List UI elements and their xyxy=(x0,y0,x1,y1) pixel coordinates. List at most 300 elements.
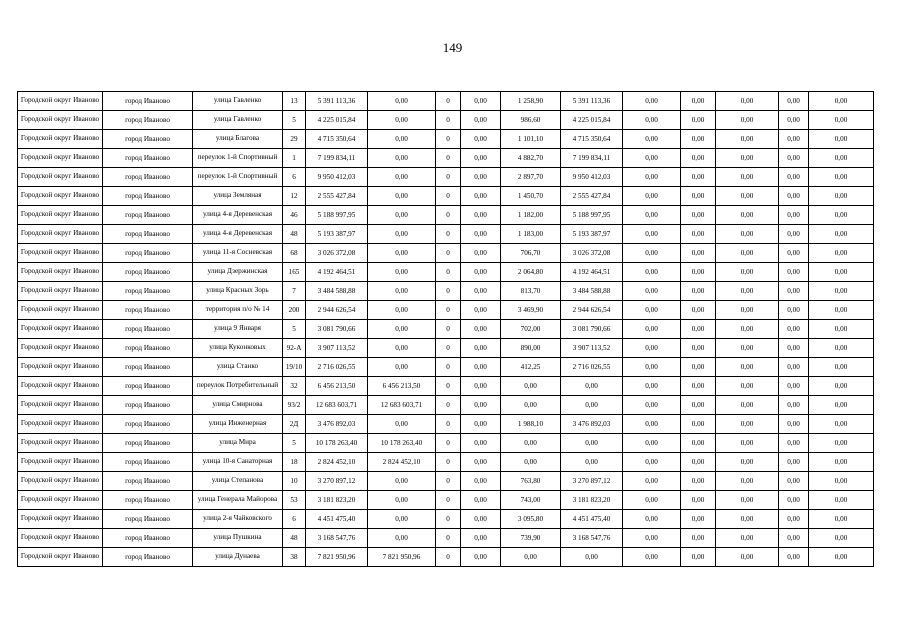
settlement-cell: город Иваново xyxy=(103,453,193,472)
cost-col-12-cell: 0,00 xyxy=(681,130,716,149)
cost-col-6-cell: 6 456 213,50 xyxy=(368,377,436,396)
total-cost-cell: 2 716 026,55 xyxy=(306,358,368,377)
total-cost-cell: 7 821 950,96 xyxy=(306,548,368,567)
cost-col-12-cell: 0,00 xyxy=(681,510,716,529)
count-col-7-cell: 0 xyxy=(436,453,461,472)
cost-col-11-cell: 0,00 xyxy=(623,339,681,358)
cost-col-15-cell: 0,00 xyxy=(809,149,874,168)
count-col-7-cell: 0 xyxy=(436,263,461,282)
cost-col-12-cell: 0,00 xyxy=(681,434,716,453)
settlement-cell: город Иваново xyxy=(103,130,193,149)
total-cost-cell: 2 824 452,10 xyxy=(306,453,368,472)
municipality-cell: Городской округ Иваново xyxy=(18,358,103,377)
cost-col-15-cell: 0,00 xyxy=(809,301,874,320)
table-row xyxy=(18,472,874,491)
street-cell: улица Красных Зорь xyxy=(193,282,283,301)
table-row xyxy=(18,434,874,453)
total-cost-cell: 5 391 113,36 xyxy=(306,92,368,111)
house-number-cell: 92-А xyxy=(283,339,306,358)
area-cell: 743,00 xyxy=(501,491,561,510)
count-col-7-cell: 0 xyxy=(436,206,461,225)
count-col-7-cell: 0 xyxy=(436,415,461,434)
cost-col-12-cell: 0,00 xyxy=(681,358,716,377)
cost-col-12-cell: 0,00 xyxy=(681,225,716,244)
cost-col-13-cell: 0,00 xyxy=(716,130,779,149)
cost-col-13-cell: 0,00 xyxy=(716,434,779,453)
table-row xyxy=(18,263,874,282)
settlement-cell: город Иваново xyxy=(103,244,193,263)
cost-col-10-cell: 3 026 372,08 xyxy=(561,244,623,263)
municipality-cell: Городской округ Иваново xyxy=(18,225,103,244)
street-cell: переулок 1-й Спортивный xyxy=(193,168,283,187)
total-cost-cell: 7 199 834,11 xyxy=(306,149,368,168)
cost-col-6-cell: 0,00 xyxy=(368,149,436,168)
cost-col-6-cell: 0,00 xyxy=(368,187,436,206)
area-cell: 0,00 xyxy=(501,396,561,415)
cost-col-6-cell: 0,00 xyxy=(368,168,436,187)
house-number-cell: 200 xyxy=(283,301,306,320)
area-cell: 1 182,00 xyxy=(501,206,561,225)
settlement-cell: город Иваново xyxy=(103,92,193,111)
table-row xyxy=(18,206,874,225)
cost-col-13-cell: 0,00 xyxy=(716,225,779,244)
cost-col-13-cell: 0,00 xyxy=(716,263,779,282)
cost-col-13-cell: 0,00 xyxy=(716,111,779,130)
count-col-7-cell: 0 xyxy=(436,187,461,206)
house-number-cell: 165 xyxy=(283,263,306,282)
count-col-7-cell: 0 xyxy=(436,434,461,453)
cost-col-12-cell: 0,00 xyxy=(681,472,716,491)
cost-col-6-cell: 0,00 xyxy=(368,339,436,358)
cost-col-14-cell: 0,00 xyxy=(779,377,809,396)
street-cell: улица 2-я Чайковского xyxy=(193,510,283,529)
cost-col-12-cell: 0,00 xyxy=(681,415,716,434)
count-col-7-cell: 0 xyxy=(436,377,461,396)
house-number-cell: 6 xyxy=(283,510,306,529)
cost-col-6-cell: 0,00 xyxy=(368,301,436,320)
cost-col-15-cell: 0,00 xyxy=(809,377,874,396)
house-number-cell: 5 xyxy=(283,111,306,130)
page-number: 149 xyxy=(442,40,463,55)
municipality-cell: Городской округ Иваново xyxy=(18,453,103,472)
cost-col-12-cell: 0,00 xyxy=(681,111,716,130)
cost-col-12-cell: 0,00 xyxy=(681,263,716,282)
cost-col-6-cell: 0,00 xyxy=(368,111,436,130)
house-number-cell: 10 xyxy=(283,472,306,491)
municipality-cell: Городской округ Иваново xyxy=(18,548,103,567)
total-cost-cell: 4 451 475,40 xyxy=(306,510,368,529)
table-row xyxy=(18,510,874,529)
cost-col-11-cell: 0,00 xyxy=(623,491,681,510)
cost-col-10-cell: 5 188 997,95 xyxy=(561,206,623,225)
total-cost-cell: 5 188 997,95 xyxy=(306,206,368,225)
count-col-7-cell: 0 xyxy=(436,548,461,567)
settlement-cell: город Иваново xyxy=(103,225,193,244)
house-number-cell: 68 xyxy=(283,244,306,263)
cost-col-14-cell: 0,00 xyxy=(779,149,809,168)
cost-col-6-cell: 12 683 603,71 xyxy=(368,396,436,415)
cost-col-14-cell: 0,00 xyxy=(779,92,809,111)
cost-col-12-cell: 0,00 xyxy=(681,206,716,225)
street-cell: улица 4-я Деревенская xyxy=(193,225,283,244)
cost-col-6-cell: 0,00 xyxy=(368,263,436,282)
cost-col-15-cell: 0,00 xyxy=(809,225,874,244)
cost-col-12-cell: 0,00 xyxy=(681,282,716,301)
cost-col-14-cell: 0,00 xyxy=(779,396,809,415)
cost-col-10-cell: 0,00 xyxy=(561,548,623,567)
cost-col-8-cell: 0,00 xyxy=(461,472,501,491)
cost-col-11-cell: 0,00 xyxy=(623,434,681,453)
cost-col-15-cell: 0,00 xyxy=(809,396,874,415)
cost-col-8-cell: 0,00 xyxy=(461,415,501,434)
municipality-cell: Городской округ Иваново xyxy=(18,187,103,206)
settlement-cell: город Иваново xyxy=(103,263,193,282)
cost-col-6-cell: 0,00 xyxy=(368,415,436,434)
cost-col-10-cell: 3 476 892,03 xyxy=(561,415,623,434)
street-cell: улица 11-я Сосневская xyxy=(193,244,283,263)
house-number-cell: 6 xyxy=(283,168,306,187)
street-cell: переулок Потребительный xyxy=(193,377,283,396)
settlement-cell: город Иваново xyxy=(103,111,193,130)
cost-col-13-cell: 0,00 xyxy=(716,491,779,510)
table-row xyxy=(18,301,874,320)
total-cost-cell: 4 715 350,64 xyxy=(306,130,368,149)
area-cell: 2 897,70 xyxy=(501,168,561,187)
cost-col-13-cell: 0,00 xyxy=(716,396,779,415)
settlement-cell: город Иваново xyxy=(103,434,193,453)
cost-col-12-cell: 0,00 xyxy=(681,339,716,358)
cost-col-8-cell: 0,00 xyxy=(461,301,501,320)
area-cell: 3 095,80 xyxy=(501,510,561,529)
cost-col-13-cell: 0,00 xyxy=(716,301,779,320)
area-cell: 0,00 xyxy=(501,453,561,472)
street-cell: улица Земляная xyxy=(193,187,283,206)
cost-col-13-cell: 0,00 xyxy=(716,282,779,301)
cost-col-10-cell: 0,00 xyxy=(561,453,623,472)
cost-col-14-cell: 0,00 xyxy=(779,263,809,282)
street-cell: улица Мира xyxy=(193,434,283,453)
table-row xyxy=(18,282,874,301)
cost-col-10-cell: 2 944 626,54 xyxy=(561,301,623,320)
total-cost-cell: 10 178 263,40 xyxy=(306,434,368,453)
cost-col-8-cell: 0,00 xyxy=(461,225,501,244)
table-row xyxy=(18,225,874,244)
area-cell: 1 183,00 xyxy=(501,225,561,244)
cost-col-11-cell: 0,00 xyxy=(623,396,681,415)
cost-col-8-cell: 0,00 xyxy=(461,548,501,567)
total-cost-cell: 3 181 823,20 xyxy=(306,491,368,510)
cost-col-15-cell: 0,00 xyxy=(809,320,874,339)
cost-col-6-cell: 0,00 xyxy=(368,92,436,111)
cost-col-8-cell: 0,00 xyxy=(461,244,501,263)
cost-col-8-cell: 0,00 xyxy=(461,320,501,339)
cost-col-11-cell: 0,00 xyxy=(623,168,681,187)
cost-col-6-cell: 0,00 xyxy=(368,320,436,339)
cost-col-8-cell: 0,00 xyxy=(461,111,501,130)
table-row xyxy=(18,92,874,111)
area-cell: 0,00 xyxy=(501,548,561,567)
area-cell: 706,70 xyxy=(501,244,561,263)
street-cell: улица Дунаева xyxy=(193,548,283,567)
settlement-cell: город Иваново xyxy=(103,358,193,377)
total-cost-cell: 6 456 213,50 xyxy=(306,377,368,396)
count-col-7-cell: 0 xyxy=(436,396,461,415)
cost-col-8-cell: 0,00 xyxy=(461,491,501,510)
area-cell: 0,00 xyxy=(501,377,561,396)
cost-col-10-cell: 3 168 547,76 xyxy=(561,529,623,548)
cost-col-13-cell: 0,00 xyxy=(716,415,779,434)
cost-col-12-cell: 0,00 xyxy=(681,244,716,263)
street-cell: улица 10-я Санаторная xyxy=(193,453,283,472)
cost-col-15-cell: 0,00 xyxy=(809,168,874,187)
total-cost-cell: 4 192 464,51 xyxy=(306,263,368,282)
count-col-7-cell: 0 xyxy=(436,510,461,529)
count-col-7-cell: 0 xyxy=(436,168,461,187)
settlement-cell: город Иваново xyxy=(103,339,193,358)
cost-col-14-cell: 0,00 xyxy=(779,301,809,320)
count-col-7-cell: 0 xyxy=(436,149,461,168)
cost-col-6-cell: 0,00 xyxy=(368,491,436,510)
count-col-7-cell: 0 xyxy=(436,339,461,358)
cost-col-15-cell: 0,00 xyxy=(809,130,874,149)
total-cost-cell: 5 193 387,97 xyxy=(306,225,368,244)
cost-col-6-cell: 0,00 xyxy=(368,510,436,529)
table-row xyxy=(18,548,874,567)
settlement-cell: город Иваново xyxy=(103,415,193,434)
cost-col-15-cell: 0,00 xyxy=(809,529,874,548)
cost-col-8-cell: 0,00 xyxy=(461,529,501,548)
cost-col-13-cell: 0,00 xyxy=(716,472,779,491)
table-row xyxy=(18,377,874,396)
cost-col-13-cell: 0,00 xyxy=(716,510,779,529)
cost-col-10-cell: 2 716 026,55 xyxy=(561,358,623,377)
total-cost-cell: 3 476 892,03 xyxy=(306,415,368,434)
count-col-7-cell: 0 xyxy=(436,130,461,149)
area-cell: 1 258,90 xyxy=(501,92,561,111)
street-cell: улица Станко xyxy=(193,358,283,377)
count-col-7-cell: 0 xyxy=(436,301,461,320)
cost-col-15-cell: 0,00 xyxy=(809,111,874,130)
settlement-cell: город Иваново xyxy=(103,168,193,187)
cost-col-14-cell: 0,00 xyxy=(779,244,809,263)
table-row xyxy=(18,130,874,149)
house-number-cell: 12 xyxy=(283,187,306,206)
cost-col-13-cell: 0,00 xyxy=(716,358,779,377)
house-number-cell: 48 xyxy=(283,529,306,548)
area-cell: 813,70 xyxy=(501,282,561,301)
cost-col-6-cell: 0,00 xyxy=(368,358,436,377)
cost-col-12-cell: 0,00 xyxy=(681,320,716,339)
settlement-cell: город Иваново xyxy=(103,149,193,168)
cost-col-11-cell: 0,00 xyxy=(623,453,681,472)
count-col-7-cell: 0 xyxy=(436,244,461,263)
house-number-cell: 93/2 xyxy=(283,396,306,415)
cost-col-11-cell: 0,00 xyxy=(623,282,681,301)
table-row xyxy=(18,491,874,510)
cost-col-15-cell: 0,00 xyxy=(809,92,874,111)
municipality-cell: Городской округ Иваново xyxy=(18,339,103,358)
area-cell: 0,00 xyxy=(501,434,561,453)
cost-col-8-cell: 0,00 xyxy=(461,263,501,282)
street-cell: улица Генерала Майорова xyxy=(193,491,283,510)
cost-col-8-cell: 0,00 xyxy=(461,130,501,149)
cost-col-12-cell: 0,00 xyxy=(681,491,716,510)
cost-col-6-cell: 0,00 xyxy=(368,206,436,225)
cost-col-6-cell: 0,00 xyxy=(368,225,436,244)
cost-col-12-cell: 0,00 xyxy=(681,168,716,187)
count-col-7-cell: 0 xyxy=(436,320,461,339)
cost-col-6-cell: 7 821 950,96 xyxy=(368,548,436,567)
municipality-cell: Городской округ Иваново xyxy=(18,282,103,301)
cost-col-11-cell: 0,00 xyxy=(623,187,681,206)
municipality-cell: Городской округ Иваново xyxy=(18,510,103,529)
cost-col-11-cell: 0,00 xyxy=(623,263,681,282)
cost-col-10-cell: 4 225 015,84 xyxy=(561,111,623,130)
street-cell: улица Гавленко xyxy=(193,111,283,130)
cost-col-15-cell: 0,00 xyxy=(809,415,874,434)
cost-col-15-cell: 0,00 xyxy=(809,206,874,225)
cost-col-13-cell: 0,00 xyxy=(716,453,779,472)
cost-col-13-cell: 0,00 xyxy=(716,320,779,339)
cost-col-14-cell: 0,00 xyxy=(779,320,809,339)
cost-col-6-cell: 0,00 xyxy=(368,282,436,301)
cost-col-12-cell: 0,00 xyxy=(681,396,716,415)
area-cell: 739,90 xyxy=(501,529,561,548)
cost-col-13-cell: 0,00 xyxy=(716,149,779,168)
cost-col-15-cell: 0,00 xyxy=(809,472,874,491)
count-col-7-cell: 0 xyxy=(436,529,461,548)
municipality-cell: Городской округ Иваново xyxy=(18,168,103,187)
cost-col-11-cell: 0,00 xyxy=(623,415,681,434)
cost-col-10-cell: 0,00 xyxy=(561,377,623,396)
municipality-cell: Городской округ Иваново xyxy=(18,244,103,263)
cost-col-15-cell: 0,00 xyxy=(809,282,874,301)
cost-col-6-cell: 0,00 xyxy=(368,472,436,491)
settlement-cell: город Иваново xyxy=(103,548,193,567)
cost-col-10-cell: 3 181 823,20 xyxy=(561,491,623,510)
house-number-cell: 2Д xyxy=(283,415,306,434)
area-cell: 702,00 xyxy=(501,320,561,339)
count-col-7-cell: 0 xyxy=(436,358,461,377)
cost-col-13-cell: 0,00 xyxy=(716,377,779,396)
house-number-cell: 18 xyxy=(283,453,306,472)
total-cost-cell: 2 944 626,54 xyxy=(306,301,368,320)
house-number-cell: 32 xyxy=(283,377,306,396)
cost-col-12-cell: 0,00 xyxy=(681,529,716,548)
cost-col-12-cell: 0,00 xyxy=(681,453,716,472)
table-row xyxy=(18,415,874,434)
cost-col-10-cell: 4 192 464,51 xyxy=(561,263,623,282)
count-col-7-cell: 0 xyxy=(436,472,461,491)
municipality-cell: Городской округ Иваново xyxy=(18,529,103,548)
settlement-cell: город Иваново xyxy=(103,187,193,206)
house-number-cell: 38 xyxy=(283,548,306,567)
municipality-cell: Городской округ Иваново xyxy=(18,111,103,130)
cost-col-11-cell: 0,00 xyxy=(623,377,681,396)
area-cell: 986,60 xyxy=(501,111,561,130)
cost-col-14-cell: 0,00 xyxy=(779,339,809,358)
table-row xyxy=(18,358,874,377)
area-cell: 890,00 xyxy=(501,339,561,358)
settlement-cell: город Иваново xyxy=(103,320,193,339)
cost-col-11-cell: 0,00 xyxy=(623,320,681,339)
area-cell: 1 101,10 xyxy=(501,130,561,149)
house-number-cell: 46 xyxy=(283,206,306,225)
house-number-cell: 5 xyxy=(283,320,306,339)
area-cell: 412,25 xyxy=(501,358,561,377)
cost-col-12-cell: 0,00 xyxy=(681,149,716,168)
cost-col-8-cell: 0,00 xyxy=(461,92,501,111)
total-cost-cell: 3 026 372,08 xyxy=(306,244,368,263)
settlement-cell: город Иваново xyxy=(103,472,193,491)
cost-col-12-cell: 0,00 xyxy=(681,548,716,567)
house-number-cell: 29 xyxy=(283,130,306,149)
cost-col-13-cell: 0,00 xyxy=(716,244,779,263)
cost-col-6-cell: 2 824 452,10 xyxy=(368,453,436,472)
cost-col-14-cell: 0,00 xyxy=(779,510,809,529)
cost-col-10-cell: 0,00 xyxy=(561,434,623,453)
cost-col-6-cell: 0,00 xyxy=(368,244,436,263)
area-cell: 1 988,10 xyxy=(501,415,561,434)
street-cell: переулок 1-й Спортивный xyxy=(193,149,283,168)
area-cell: 763,80 xyxy=(501,472,561,491)
cost-col-11-cell: 0,00 xyxy=(623,358,681,377)
cost-col-8-cell: 0,00 xyxy=(461,396,501,415)
street-cell: улица Инженерная xyxy=(193,415,283,434)
cost-col-14-cell: 0,00 xyxy=(779,206,809,225)
cost-col-8-cell: 0,00 xyxy=(461,453,501,472)
cost-col-13-cell: 0,00 xyxy=(716,187,779,206)
municipality-cell: Городской округ Иваново xyxy=(18,472,103,491)
municipality-cell: Городской округ Иваново xyxy=(18,377,103,396)
cost-col-6-cell: 10 178 263,40 xyxy=(368,434,436,453)
cost-col-10-cell: 2 555 427,84 xyxy=(561,187,623,206)
cost-col-13-cell: 0,00 xyxy=(716,206,779,225)
municipality-cell: Городской округ Иваново xyxy=(18,206,103,225)
cost-col-14-cell: 0,00 xyxy=(779,168,809,187)
table-row xyxy=(18,187,874,206)
cost-col-15-cell: 0,00 xyxy=(809,434,874,453)
cost-col-15-cell: 0,00 xyxy=(809,339,874,358)
cost-col-15-cell: 0,00 xyxy=(809,491,874,510)
total-cost-cell: 4 225 015,84 xyxy=(306,111,368,130)
municipality-cell: Городской округ Иваново xyxy=(18,320,103,339)
house-number-cell: 5 xyxy=(283,434,306,453)
cost-col-11-cell: 0,00 xyxy=(623,301,681,320)
cost-col-8-cell: 0,00 xyxy=(461,358,501,377)
cost-col-8-cell: 0,00 xyxy=(461,149,501,168)
table-row xyxy=(18,339,874,358)
total-cost-cell: 3 270 897,12 xyxy=(306,472,368,491)
street-cell: улица Степанова xyxy=(193,472,283,491)
cost-col-15-cell: 0,00 xyxy=(809,358,874,377)
settlement-cell: город Иваново xyxy=(103,301,193,320)
cost-col-13-cell: 0,00 xyxy=(716,529,779,548)
street-cell: улица Пушкина xyxy=(193,529,283,548)
municipality-cell: Городской округ Иваново xyxy=(18,130,103,149)
cost-col-10-cell: 3 907 113,52 xyxy=(561,339,623,358)
municipality-cell: Городской округ Иваново xyxy=(18,149,103,168)
cost-col-10-cell: 3 270 897,12 xyxy=(561,472,623,491)
cost-col-15-cell: 0,00 xyxy=(809,548,874,567)
registry-table xyxy=(17,91,874,567)
cost-col-8-cell: 0,00 xyxy=(461,187,501,206)
table-row xyxy=(18,168,874,187)
house-number-cell: 13 xyxy=(283,92,306,111)
cost-col-14-cell: 0,00 xyxy=(779,111,809,130)
total-cost-cell: 3 081 790,66 xyxy=(306,320,368,339)
cost-col-8-cell: 0,00 xyxy=(461,377,501,396)
